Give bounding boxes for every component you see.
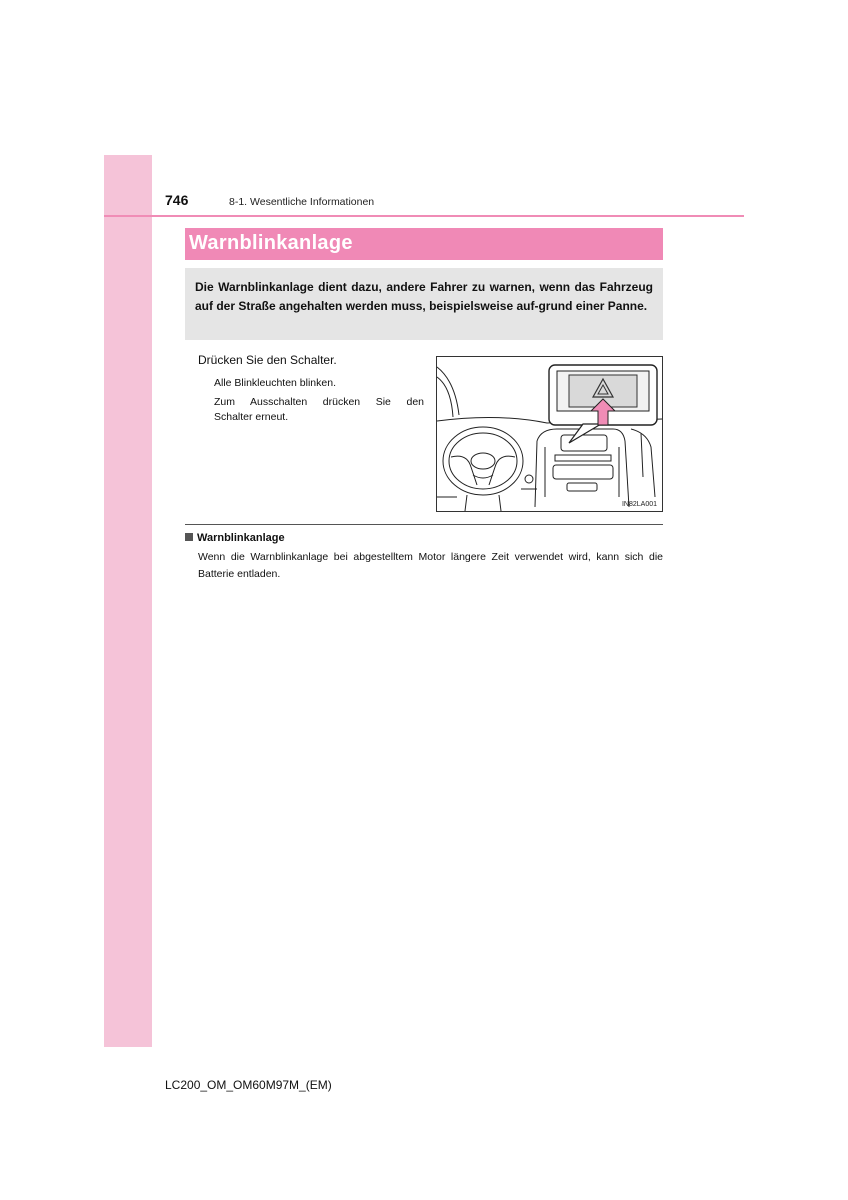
chapter-side-band	[104, 155, 152, 1047]
note-heading-text: Warnblinkanlage	[197, 532, 285, 544]
footer-code: LC200_OM_OM60M97M_(EM)	[165, 1078, 332, 1092]
note-rule	[185, 524, 663, 525]
section-label: 8-1. Wesentliche Informationen	[229, 196, 375, 208]
dashboard-drawing	[437, 357, 662, 511]
header-rule	[104, 215, 744, 217]
step-result-line-3: Schalter erneut.	[214, 411, 289, 423]
figure-code: IN82LA001	[621, 501, 657, 508]
intro-text: Die Warnblinkanlage dient dazu, andere Fahrer zu warnen, wenn das Fahrzeug auf der Straße angehalten werden muss, beispielsweise auf-grund einer Panne.	[195, 280, 653, 313]
step-result-line-2: Zum Ausschalten drücken Sie den	[214, 396, 424, 408]
page-number: 746	[165, 192, 189, 208]
intro-box	[185, 268, 663, 340]
dashboard-illustration	[436, 356, 663, 512]
note-text: Wenn die Warnblinkanlage bei abgestelltem Motor längere Zeit verwendet wird, kann sich die Batterie entladen.	[198, 551, 663, 580]
page-title: Warnblinkanlage	[189, 232, 353, 254]
step-result-line-1: Alle Blinkleuchten blinken.	[214, 377, 336, 389]
step-instruction: Drücken Sie den Schalter.	[198, 353, 337, 367]
note-heading	[185, 532, 285, 544]
square-bullet-icon	[185, 533, 193, 541]
title-bar	[185, 228, 663, 260]
